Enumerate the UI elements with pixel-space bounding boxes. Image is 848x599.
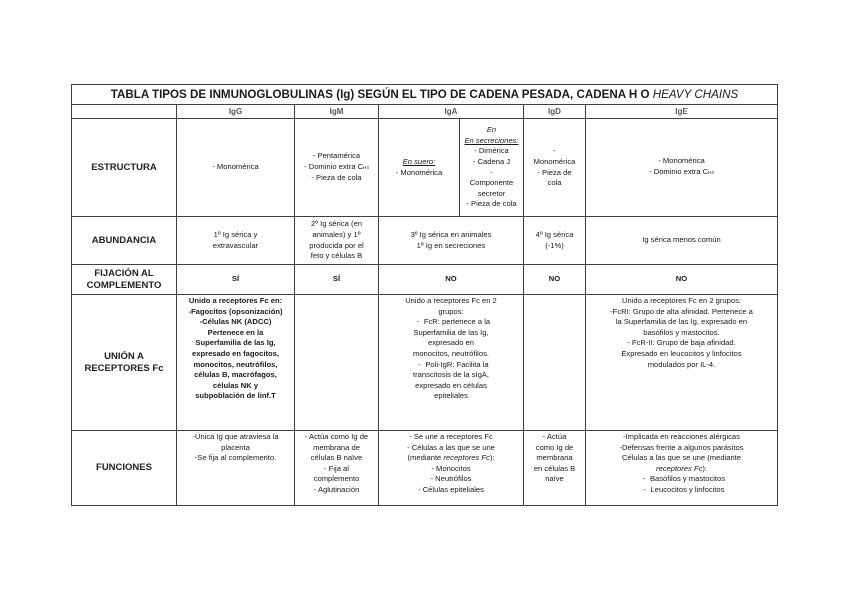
row-label-estructura: ESTRUCTURA xyxy=(72,119,177,217)
cell-fijacion-igd: NO xyxy=(524,265,586,295)
column-header-ige: IgE xyxy=(586,105,778,119)
cell-abundancia-ige: Ig sérica menos común xyxy=(586,217,778,265)
cell-estructura-igd: - Monomérica - Pieza de cola xyxy=(524,119,586,217)
cell-abundancia-iga: 3º Ig sérica en animales 1º Ig en secreciones xyxy=(379,217,524,265)
cell-union-iga: Unido a receptores Fc en 2 grupos: - FcR: pertenece a la Superfamilia de las Ig, expresado en monocitos, neutrófilos. - Poli-IgR: Facilita la transcitosis de la sIgA, expresado en células epiteliales xyxy=(379,295,524,431)
cell-estructura-igm: - Pentamérica - Dominio extra CH4 - Pieza de cola xyxy=(295,119,379,217)
row-label-abundancia: ABUNDANCIA xyxy=(72,217,177,265)
bullet-dash: - xyxy=(642,474,646,484)
cell-union-igg: Unido a receptores Fc en: -Fagocitos (opsonización) -Células NK (ADCC) Pertenece en la Superfamilia de las Ig, expresado en fagocitos, monocitos, neutrófilos, células B, macrófagos, células NK y subpoblación de linf.T xyxy=(177,295,295,431)
column-header-row xyxy=(72,105,778,119)
cell-fijacion-igg: SÍ xyxy=(177,265,295,295)
cell-estructura-ige: - Monomérica - Dominio extra CH4 xyxy=(586,119,778,217)
row-union-receptores xyxy=(72,295,778,431)
cell-abundancia-igg: 1º Ig sérica y extravascular xyxy=(177,217,295,265)
column-header-igm: IgM xyxy=(295,105,379,119)
row-funciones xyxy=(72,431,778,506)
row-label-funciones: FUNCIONES xyxy=(72,431,177,506)
cell-funciones-ige: -Implicada en reacciones alérgicas -Defensas frente a algunos parásitos Células a las que se une (mediante receptores Fc): - Basófilos y mastocitos - Leucocitos y linfocitos xyxy=(586,431,778,506)
column-header-iga: IgA xyxy=(379,105,524,119)
cell-funciones-igm: - Actúa como Ig de membrana de células B naïve - Fija al complemento - Aglutinación xyxy=(295,431,379,506)
table-title: TABLA TIPOS DE INMUNOGLOBULINAS (Ig) SEGÚN EL TIPO DE CADENA PESADA, CADENA H O HEAVY CHAINS xyxy=(72,85,778,105)
immunoglobulin-table xyxy=(71,84,778,506)
bullet-dash: - xyxy=(643,484,646,494)
cell-union-igd xyxy=(524,295,586,431)
cell-estructura-iga-suero: En suero: - Monomérica xyxy=(379,119,460,217)
row-label-fijacion: FIJACIÓN AL COMPLEMENTO xyxy=(72,265,177,295)
row-abundancia xyxy=(72,217,778,265)
row-fijacion xyxy=(72,265,778,295)
cell-fijacion-igm: SÍ xyxy=(295,265,379,295)
column-header-igg: IgG xyxy=(177,105,295,119)
cell-union-ige: Unido a receptores Fc en 2 grupos: -FcRI: Grupo de alta afinidad. Pertenece a la Superfamilia de las Ig, expresado en basófilos y mastocitos. - FcR-II: Grupo de baja afinidad. Expresado en leucocitos y linfocitos modulados por IL-4. xyxy=(586,295,778,431)
cell-fijacion-ige: NO xyxy=(586,265,778,295)
bullet-dash: - xyxy=(416,317,420,327)
cell-funciones-iga: - Se une a receptores Fc - Células a las que se une (mediante receptores Fc): - Monocitos - Neutrófilos - Células epiteliales xyxy=(379,431,524,506)
column-header-igd: IgD xyxy=(524,105,586,119)
cell-estructura-igg: - Monomérica xyxy=(177,119,295,217)
row-label-union: UNIÓN A RECEPTORES Fc xyxy=(72,295,177,431)
cell-abundancia-igm: 2º Ig sérica (en animales) y 1º producida por el feto y células B xyxy=(295,217,379,265)
bullet-dash: - xyxy=(418,359,421,369)
cell-estructura-iga-secreciones: En En secreciones: - Dimérica - Cadena J - Componente secretor - Pieza de cola xyxy=(460,119,524,217)
row-estructura xyxy=(72,119,778,217)
cell-funciones-igd: - Actúa como Ig de membrana en células B naïve xyxy=(524,431,586,506)
title-row xyxy=(72,85,778,105)
cell-abundancia-igd: 4º Ig sérica (-1%) xyxy=(524,217,586,265)
cell-funciones-igg: -Única Ig que atraviesa la placenta -Se fija al complemento. xyxy=(177,431,295,506)
corner-cell xyxy=(72,105,177,119)
cell-union-igm xyxy=(295,295,379,431)
cell-fijacion-iga: NO xyxy=(379,265,524,295)
